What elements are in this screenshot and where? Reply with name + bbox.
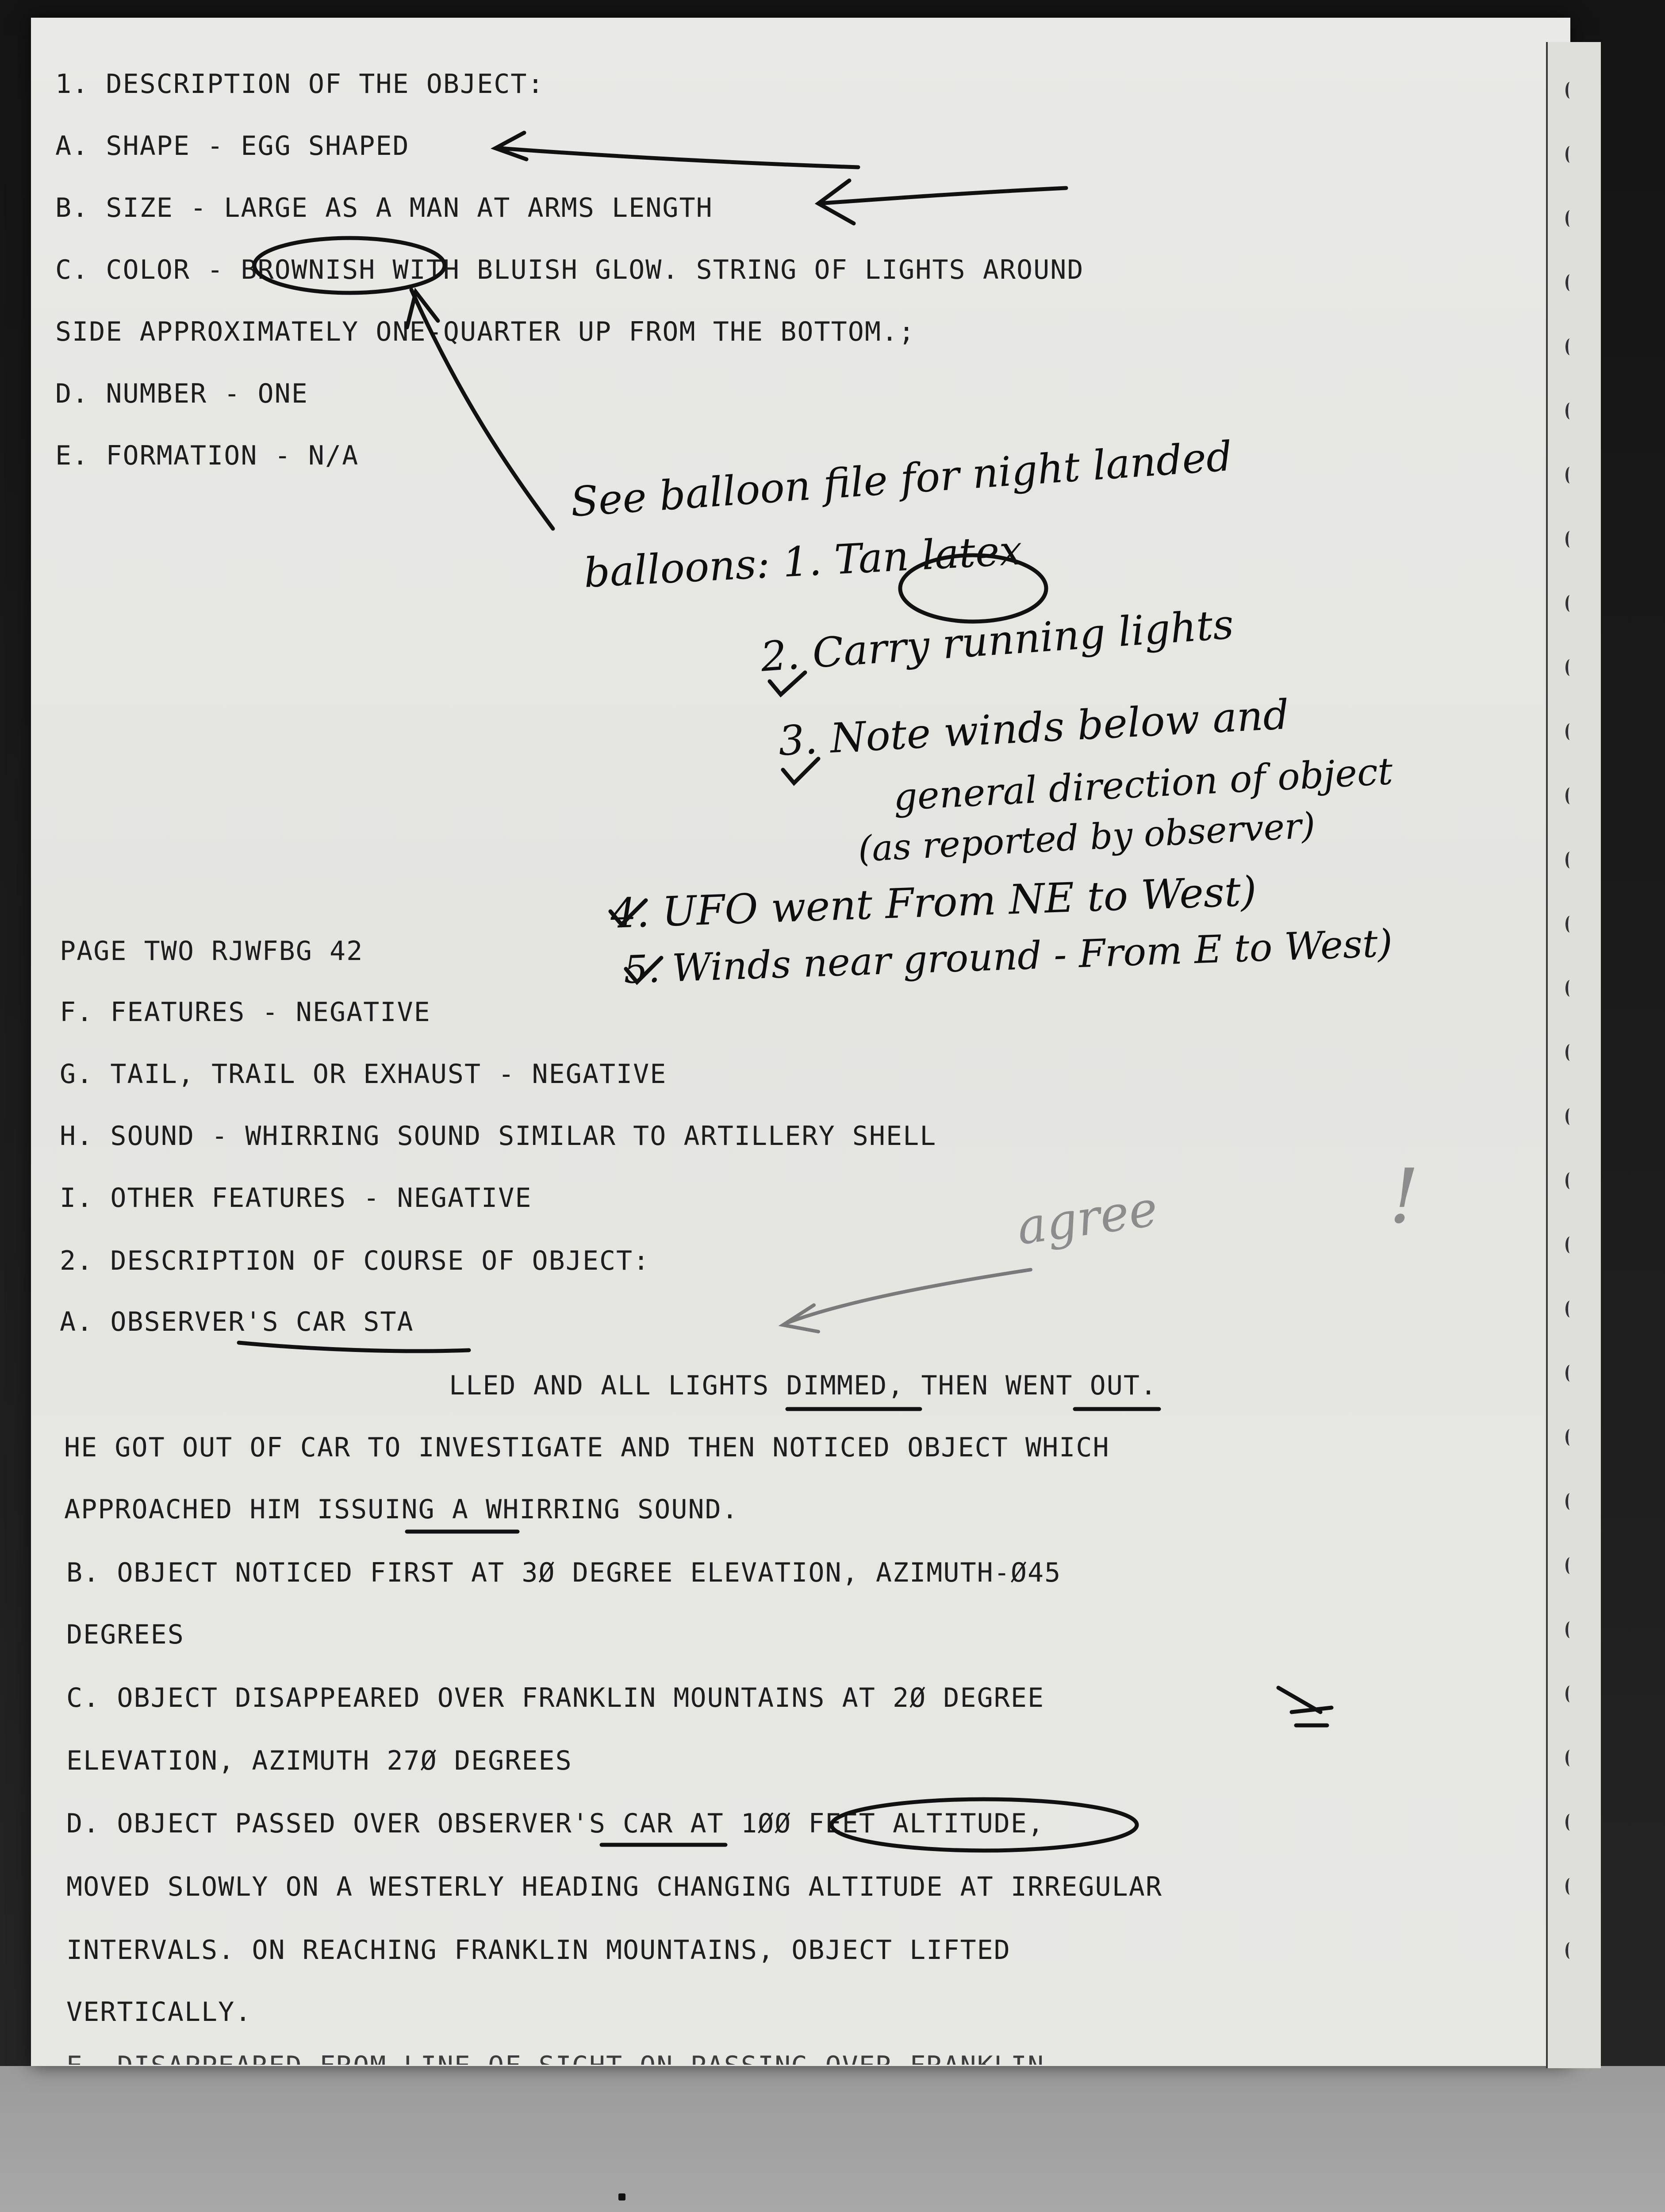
sprocket-hole [1565, 146, 1574, 163]
sprocket-hole [1565, 210, 1574, 227]
typed-line-9: F. FEATURES - NEGATIVE [60, 997, 431, 1028]
sprocket-hole [1565, 1493, 1574, 1510]
typed-line-10: G. TAIL, TRAIL OR EXHAUST - NEGATIVE [60, 1059, 667, 1090]
sprocket-hole [1565, 403, 1574, 419]
sprocket-hole [1565, 595, 1574, 612]
typed-line-17: APPROACHED HIM ISSUING A WHIRRING SOUND. [64, 1494, 739, 1525]
typed-line-15: LLED AND ALL LIGHTS DIMMED, THEN WENT OUT. [449, 1370, 1158, 1401]
typed-line-25: VERTICALLY. [66, 1997, 252, 2028]
sprocket-hole [1565, 1750, 1574, 1767]
typed-line-19: DEGREES [66, 1619, 184, 1650]
sprocket-hole [1565, 1108, 1574, 1125]
typed-line-11: H. SOUND - WHIRRING SOUND SIMILAR TO ARTILLERY SHELL [60, 1121, 937, 1152]
sprocket-hole [1565, 1557, 1574, 1574]
handwritten-agree: agree [1013, 1180, 1161, 1256]
typed-line-13: 2. DESCRIPTION OF COURSE OF OBJECT: [60, 1245, 650, 1276]
sprocket-hole [1565, 1621, 1574, 1638]
handwritten-exclamation: ! [1389, 1153, 1419, 1240]
typed-line-21: ELEVATION, AZIMUTH 27Ø DEGREES [66, 1745, 572, 1776]
sprocket-hole [1565, 1878, 1574, 1895]
handwritten-note-2: balloons: 1. Tan latex [583, 526, 1024, 597]
typed-line-18: B. OBJECT NOTICED FIRST AT 3Ø DEGREE ELEVATION, AZIMUTH-Ø45 [66, 1557, 1062, 1588]
sprocket-hole [1565, 274, 1574, 291]
typed-line-6: D. NUMBER - ONE [55, 378, 308, 409]
sprocket-hole [1565, 723, 1574, 740]
typed-line-3: B. SIZE - LARGE AS A MAN AT ARMS LENGTH [55, 192, 713, 223]
typed-line-24: INTERVALS. ON REACHING FRANKLIN MOUNTAINS, OBJECT LIFTED [66, 1935, 1011, 1966]
typed-line-12: I. OTHER FEATURES - NEGATIVE [60, 1183, 532, 1214]
handwritten-note-8: 5. Winds near ground - From E to West) [623, 921, 1393, 992]
sprocket-hole [1565, 467, 1574, 484]
sprocket-hole [1565, 787, 1574, 804]
sprocket-hole [1565, 1686, 1574, 1702]
page-header: PAGE TWO RJWFBG 42 [60, 936, 364, 967]
sprocket-hole [1565, 980, 1574, 997]
sprocket-hole [1565, 916, 1574, 933]
typed-line-20: C. OBJECT DISAPPEARED OVER FRANKLIN MOUNTAINS AT 2Ø DEGREE [66, 1682, 1045, 1713]
feed-margin-strip [1546, 42, 1601, 2068]
typed-line-23: MOVED SLOWLY ON A WESTERLY HEADING CHANGING ALTITUDE AT IRREGULAR [66, 1871, 1162, 1902]
typed-line-1: 1. DESCRIPTION OF THE OBJECT: [55, 69, 545, 100]
typed-line-2: A. SHAPE - EGG SHAPED [55, 131, 410, 161]
typed-line-5: SIDE APPROXIMATELY ONE-QUARTER UP FROM THE BOTTOM.; [55, 316, 916, 347]
sprocket-hole [1565, 1365, 1574, 1382]
sprocket-hole [1565, 659, 1574, 676]
sprocket-hole [1565, 531, 1574, 548]
typed-line-16: HE GOT OUT OF CAR TO INVESTIGATE AND THEN NOTICED OBJECT WHICH [64, 1432, 1110, 1463]
typed-line-22: D. OBJECT PASSED OVER OBSERVER'S CAR AT 1ØØ FEET ALTITUDE, [66, 1808, 1045, 1839]
typed-line-7: E. FORMATION - N/A [55, 440, 359, 471]
sprocket-hole [1565, 1172, 1574, 1189]
sprocket-hole [1565, 82, 1574, 99]
handwritten-note-7: 4. UFO went From NE to West) [610, 868, 1258, 937]
sprocket-hole [1565, 852, 1574, 868]
sprocket-hole [1565, 1237, 1574, 1253]
sprocket-hole [1565, 1814, 1574, 1831]
sprocket-hole [1565, 1429, 1574, 1446]
typed-line-4: C. COLOR - BROWNISH WITH BLUISH GLOW. STRING OF LIGHTS AROUND [55, 254, 1084, 285]
handwritten-note-5: general direction of object [892, 749, 1394, 819]
sprocket-hole [1565, 338, 1574, 355]
handwritten-note-1: See balloon file for night landed [569, 432, 1234, 526]
sprocket-hole [1565, 1942, 1574, 1959]
dust-dot [618, 2193, 625, 2200]
sprocket-hole [1565, 1301, 1574, 1317]
handwritten-note-4: 3. Note winds below and [777, 691, 1290, 765]
typed-line-14: A. OBSERVER'S CAR STA [60, 1306, 414, 1337]
sprocket-hole [1565, 1044, 1574, 1061]
mount-lower-area [0, 2066, 1665, 2212]
handwritten-note-6: (as reported by observer) [857, 804, 1316, 870]
handwritten-note-3: 2. Carry running lights [759, 600, 1235, 681]
